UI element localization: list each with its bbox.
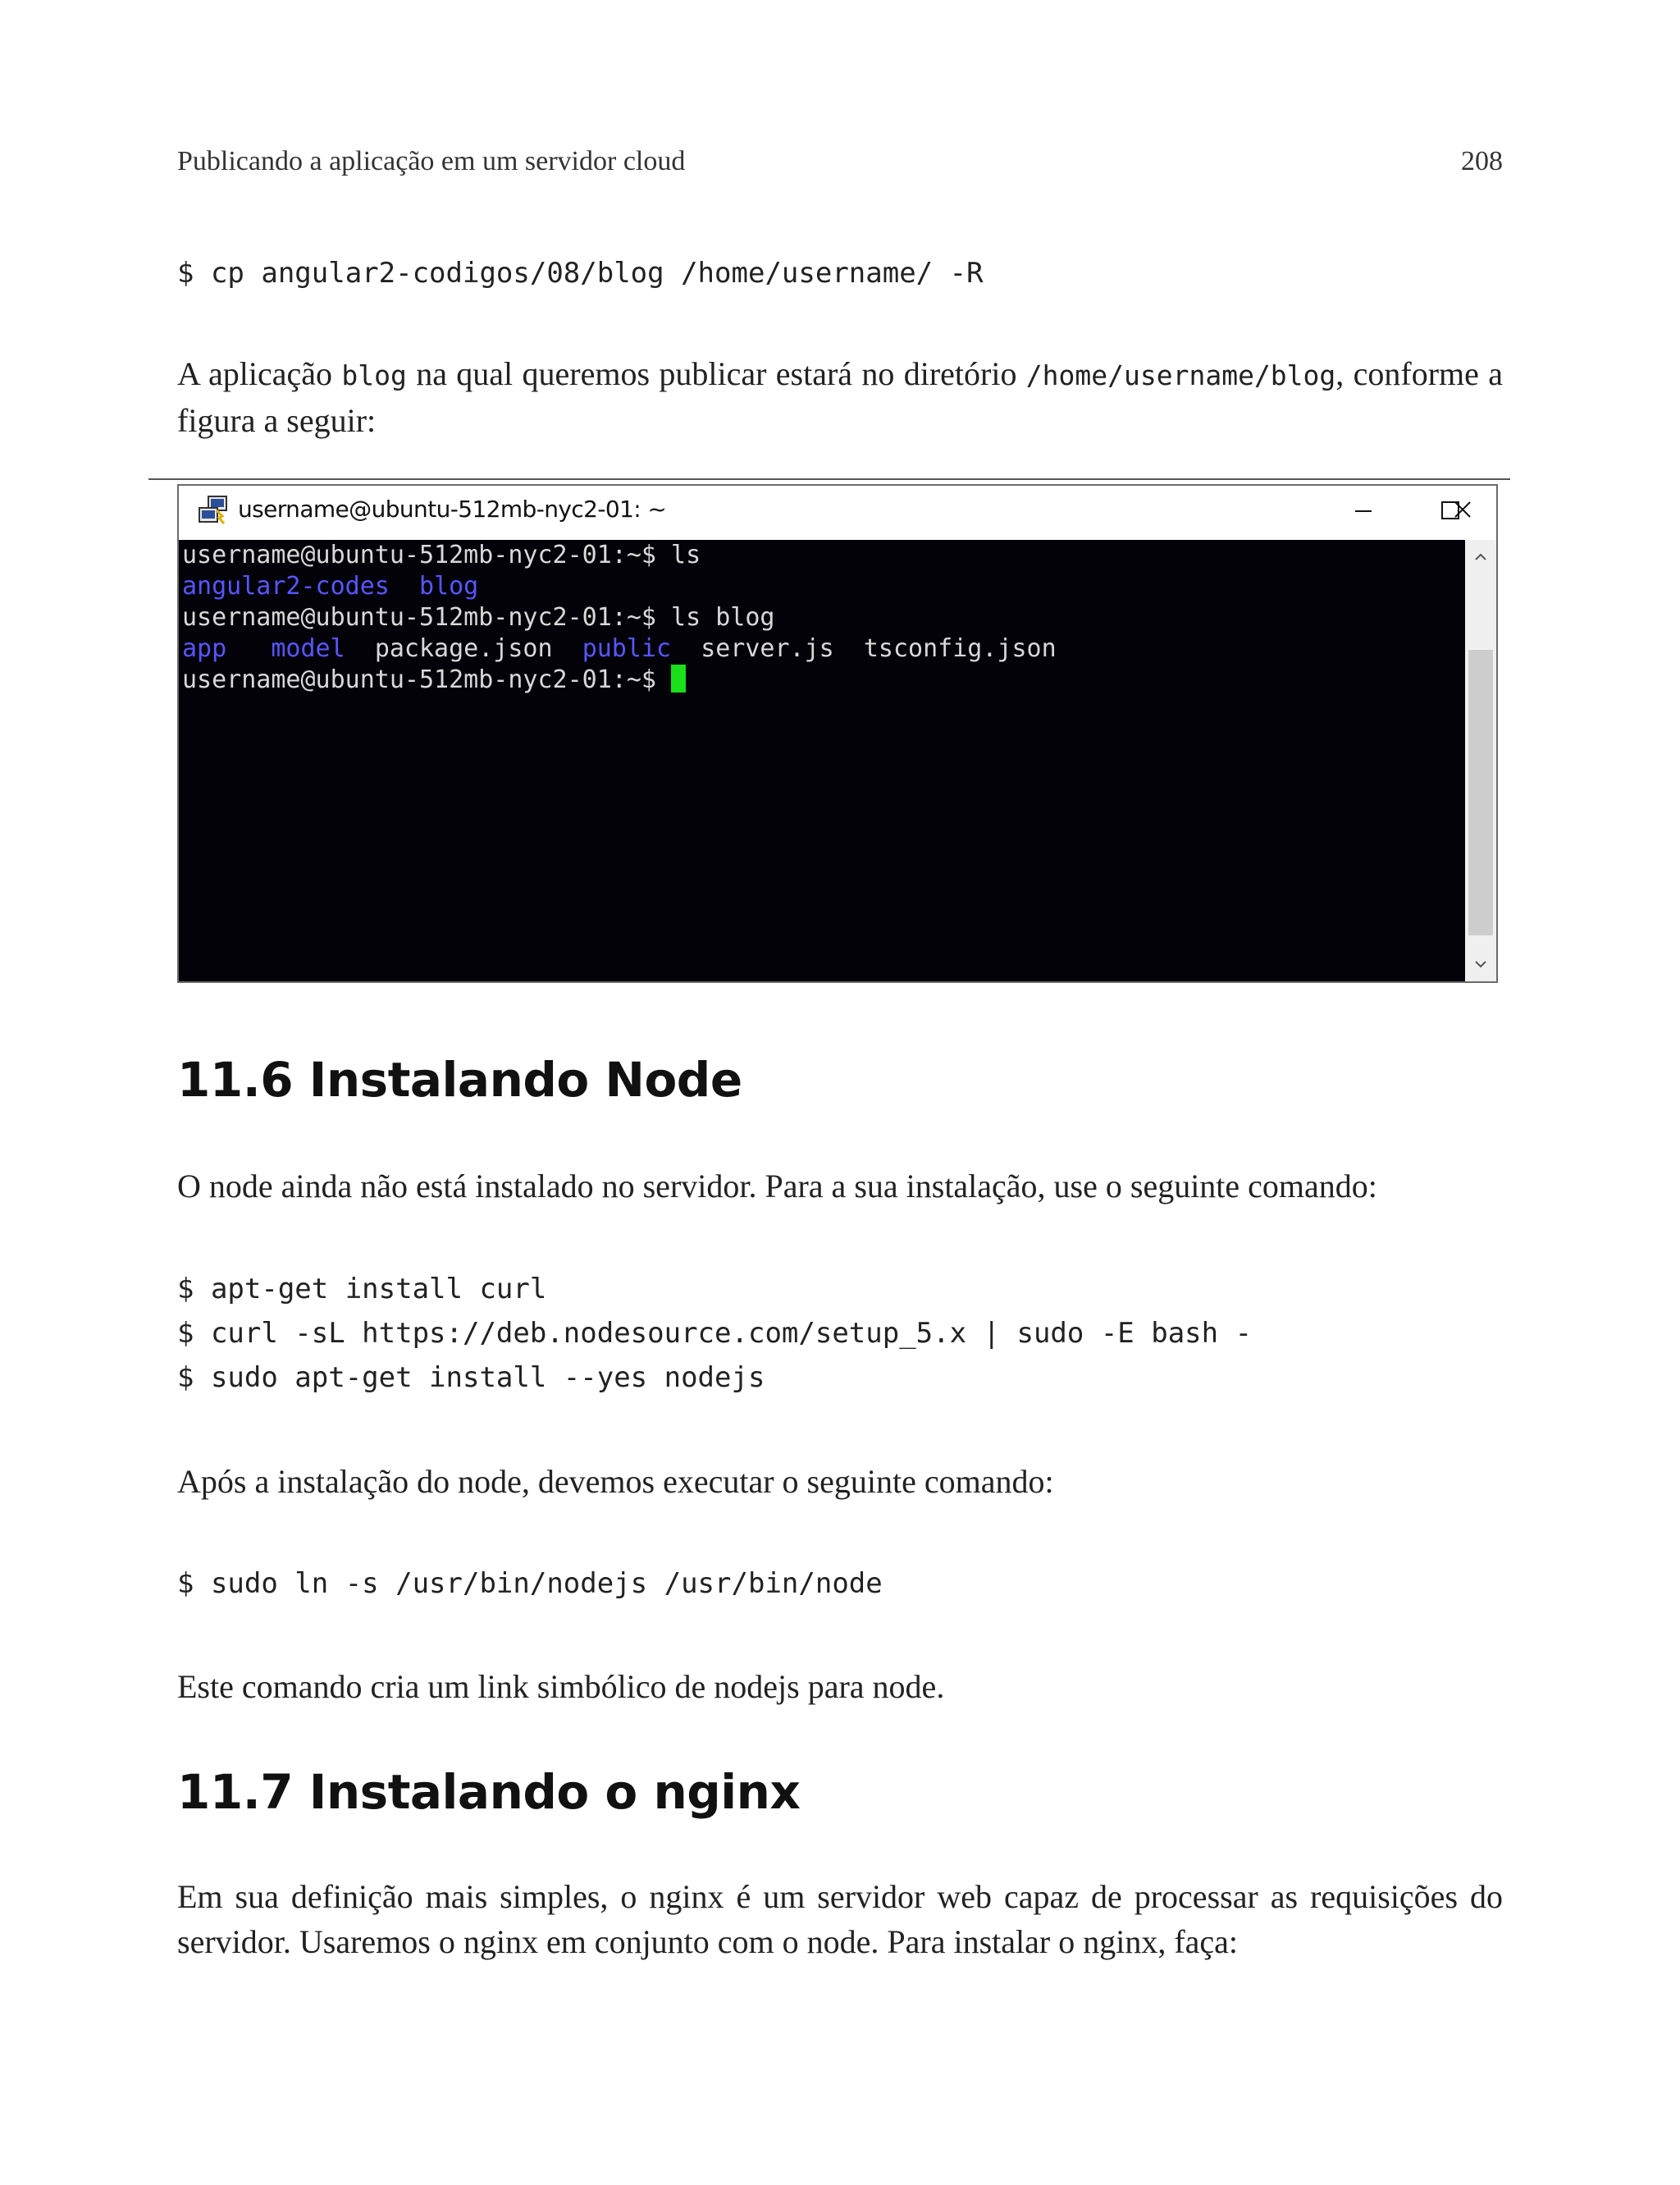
code-symlink-command: $ sudo ln -s /usr/bin/nodejs /usr/bin/node [177, 1567, 883, 1600]
prompt: username@ubuntu-512mb-nyc2-01:~$ [182, 541, 656, 569]
running-header [177, 146, 1503, 177]
close-icon[interactable] [1439, 492, 1485, 528]
heading-installing-node: 11.6 Instalando Node [177, 1052, 742, 1108]
terminal-cursor [671, 665, 686, 693]
terminal-screen[interactable] [179, 540, 1465, 981]
terminal-window [177, 484, 1498, 983]
code-copy-command: $ cp angular2-codigos/08/blog /home/username/ -R [177, 257, 984, 290]
text-fragment: na qual queremos publicar estará no diretório [406, 355, 1026, 392]
paragraph-symlink-explain: Este comando cria um link simbólico de nodejs para node. [177, 1668, 945, 1705]
terminal-titlebar[interactable] [179, 486, 1496, 540]
dir-entry: model [271, 634, 345, 663]
paragraph-after-install: Após a instalação do node, devemos executar o seguinte comando: [177, 1463, 1054, 1500]
terminal-scrollbar[interactable] [1465, 540, 1496, 981]
command: ls [655, 541, 701, 569]
scroll-thumb[interactable] [1468, 650, 1493, 935]
terminal-line [182, 602, 1057, 633]
minimize-icon[interactable] [1340, 492, 1386, 528]
text-fragment: A aplicação [177, 355, 342, 392]
chapter-title: Publicando a aplicação em um servidor cloud [177, 146, 686, 176]
terminal-line [182, 571, 1057, 602]
code-line: $ apt-get install curl [177, 1273, 547, 1305]
paragraph-blog-location [177, 351, 1503, 443]
paragraph-node-intro: O node ainda não está instalado no servidor. Para a sua instalação, use o seguinte comando: [177, 1168, 1377, 1204]
paragraph-nginx-intro: Em sua definição mais simples, o nginx é um servidor web capaz de processar as requisições do servidor. Usaremos o nginx em conjunto com o node. Para instalar o nginx, faça: [177, 1878, 1503, 1960]
file-entry: package.json [374, 634, 553, 663]
terminal-output [182, 540, 1057, 696]
page-number: 208 [1461, 146, 1503, 176]
terminal-title: username@ubuntu-512mb-nyc2-01: ~ [238, 496, 667, 523]
prompt: username@ubuntu-512mb-nyc2-01:~$ [182, 665, 656, 694]
file-entry: server.js [701, 634, 834, 663]
scroll-down-icon[interactable] [1470, 953, 1491, 975]
dir-entry: app [182, 634, 227, 663]
inline-code-blog: blog [341, 359, 407, 391]
inline-code-path: /home/username/blog [1025, 359, 1336, 391]
file-entry: tsconfig.json [863, 634, 1057, 663]
code-block-node-install [177, 1267, 1503, 1400]
text-fragment: , conforme a figura a seguir: [177, 355, 1503, 439]
code-line: $ curl -sL https://deb.nodesource.com/setup_5.x | sudo -E bash - [177, 1317, 1253, 1350]
terminal-line [182, 665, 1057, 696]
putty-icon [197, 494, 230, 527]
code-line: $ sudo apt-get install --yes nodejs [177, 1361, 765, 1394]
command: ls blog [655, 603, 775, 632]
dir-entry: blog [419, 572, 479, 601]
heading-installing-nginx: 11.7 Instalando o nginx [177, 1764, 801, 1820]
prompt: username@ubuntu-512mb-nyc2-01:~$ [182, 603, 656, 632]
terminal-line [182, 633, 1057, 665]
dir-entry: public [582, 634, 672, 663]
scroll-up-icon[interactable] [1470, 546, 1491, 568]
figure-top-rule [148, 478, 1510, 480]
dir-entry: angular2-codes [182, 572, 390, 601]
terminal-line [182, 540, 1057, 571]
